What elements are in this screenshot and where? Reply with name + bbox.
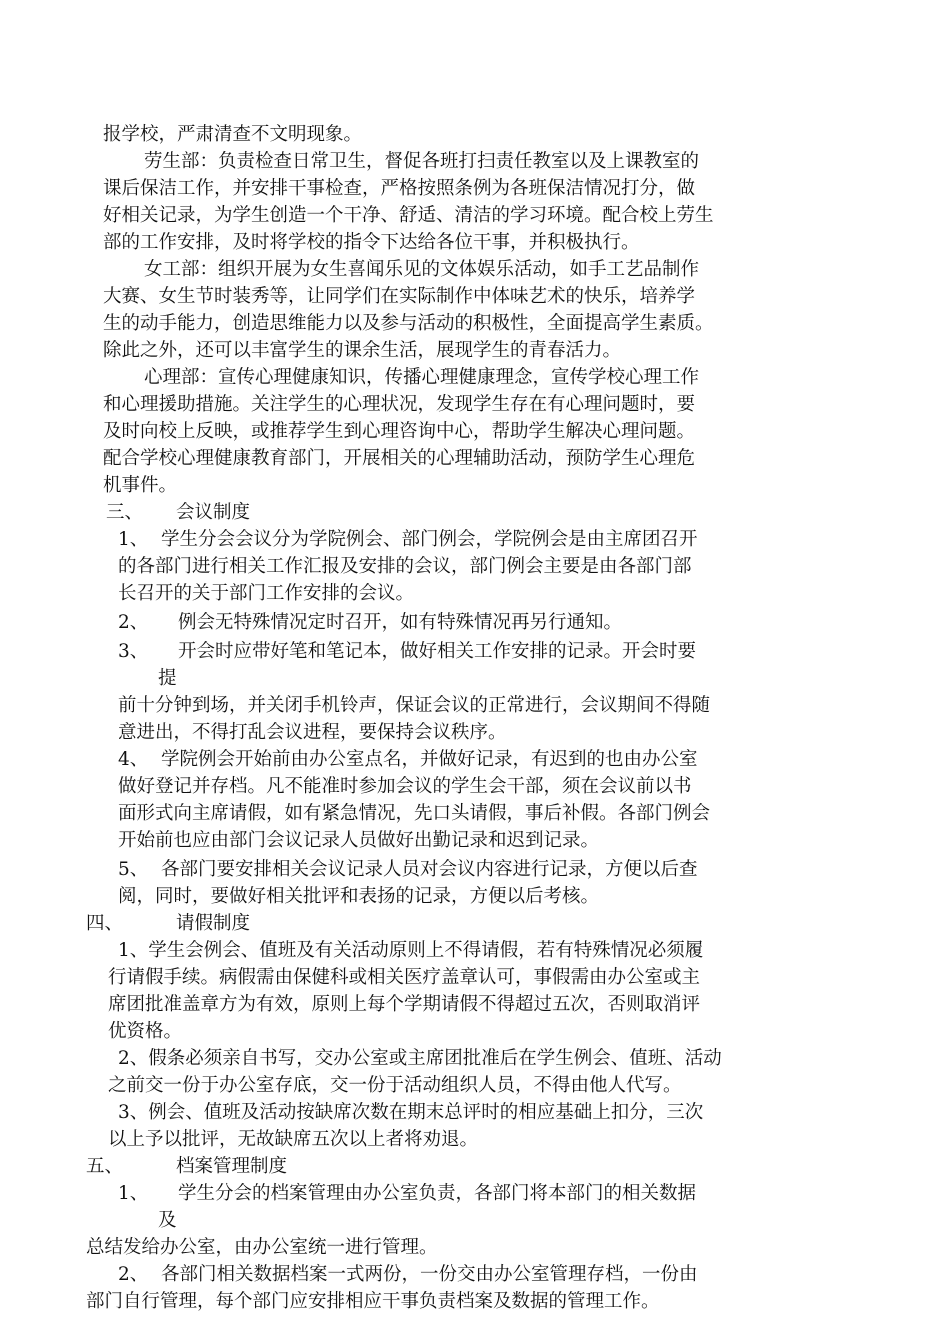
- text-line: 做好登记并存档。凡不能准时参加会议的学生会干部，须在会议前以书: [118, 776, 692, 797]
- text-line: 学院例会开始前由办公室点名，并做好记录，有迟到的也由办公室: [161, 749, 698, 770]
- text-line: 及时向校上反映，或推荐学生到心理咨询中心，帮助学生解决心理问题。: [103, 421, 696, 442]
- text-line: 及: [158, 1210, 177, 1231]
- item-number: 1、: [118, 1183, 149, 1204]
- text-line: 课后保洁工作，并安排干事检查，严格按照条例为各班保洁情况打分，做: [103, 178, 696, 199]
- text-line: 各部门相关数据档案一式两份，一份交由办公室管理存档，一份由: [161, 1264, 698, 1285]
- text-line: 2、假条必须亲自书写，交办公室或主席团批准后在学生例会、值班、活动: [118, 1048, 722, 1069]
- text-line: 女工部：组织开展为女生喜闻乐见的文体娱乐活动，如手工艺品制作: [144, 259, 700, 280]
- text-line: 前十分钟到场，并关闭手机铃声，保证会议的正常进行，会议期间不得随: [118, 695, 711, 716]
- text-line: 的各部门进行相关工作汇报及安排的会议，部门例会主要是由各部门部: [118, 556, 692, 577]
- text-line: 好相关记录，为学生创造一个干净、舒适、清洁的学习环境。配合校上劳生: [103, 205, 714, 226]
- section-heading: 会议制度: [176, 502, 251, 523]
- text-line: 例会无特殊情况定时召开，如有特殊情况再另行通知。: [178, 612, 623, 633]
- text-line: 机事件。: [103, 475, 178, 496]
- item-number: 2、: [118, 612, 149, 633]
- item-number: 2、: [118, 1264, 149, 1285]
- text-line: 席团批准盖章方为有效，原则上每个学期请假不得超过五次，否则取消评: [108, 994, 701, 1015]
- section-number: 四、: [86, 913, 124, 934]
- section-heading: 请假制度: [176, 913, 251, 934]
- text-line: 面形式向主席请假，如有紧急情况，先口头请假，事后补假。各部门例会: [118, 803, 711, 824]
- item-number: 3、: [118, 641, 149, 662]
- text-line: 1、学生会例会、值班及有关活动原则上不得请假，若有特殊情况必须履: [118, 940, 704, 961]
- text-line: 以上予以批评，无故缺席五次以上者将劝退。: [108, 1129, 479, 1150]
- text-line: 生的动手能力，创造思维能力以及参与活动的积极性，全面提高学生素质。: [103, 313, 714, 334]
- text-line: 心理部：宣传心理健康知识，传播心理健康理念，宣传学校心理工作: [144, 367, 700, 388]
- text-line: 报学校，严肃清查不文明现象。: [103, 124, 363, 145]
- text-line: 开会时应带好笔和笔记本，做好相关工作安排的记录。开会时要: [178, 641, 697, 662]
- text-line: 除此之外，还可以丰富学生的课余生活，展现学生的青春活力。: [103, 340, 622, 361]
- text-line: 行请假手续。病假需由保健科或相关医疗盖章认可，事假需由办公室或主: [108, 967, 701, 988]
- text-line: 长召开的关于部门工作安排的会议。: [118, 583, 415, 604]
- text-line: 学生分会的档案管理由办公室负责，各部门将本部门的相关数据: [178, 1183, 697, 1204]
- text-line: 意进出，不得打乱会议进程，要保持会议秩序。: [118, 722, 507, 743]
- item-number: 1、: [118, 529, 149, 550]
- text-line: 之前交一份于办公室存底，交一份于活动组织人员，不得由他人代写。: [108, 1075, 682, 1096]
- text-line: 各部门要安排相关会议记录人员对会议内容进行记录，方便以后查: [161, 859, 698, 880]
- text-line: 总结发给办公室，由办公室统一进行管理。: [86, 1237, 438, 1258]
- text-line: 优资格。: [108, 1021, 183, 1042]
- text-line: 大赛、女生节时装秀等，让同学们在实际制作中体味艺术的快乐，培养学: [103, 286, 696, 307]
- text-line: 开始前也应由部门会议记录人员做好出勤记录和迟到记录。: [118, 830, 600, 851]
- text-line: 部的工作安排，及时将学校的指令下达给各位干事，并积极执行。: [103, 232, 640, 253]
- section-number: 三、: [106, 502, 144, 523]
- text-line: 提: [158, 668, 177, 689]
- text-line: 阅，同时，要做好相关批评和表扬的记录，方便以后考核。: [118, 886, 600, 907]
- text-line: 3、例会、值班及活动按缺席次数在期末总评时的相应基础上扣分，三次: [118, 1102, 704, 1123]
- text-line: 配合学校心理健康教育部门，开展相关的心理辅助活动，预防学生心理危: [103, 448, 696, 469]
- text-line: 学生分会会议分为学院例会、部门例会，学院例会是由主席团召开: [161, 529, 698, 550]
- text-line: 部门自行管理，每个部门应安排相应干事负责档案及数据的管理工作。: [86, 1291, 660, 1312]
- section-heading: 档案管理制度: [176, 1156, 288, 1177]
- text-line: 劳生部：负责检查日常卫生，督促各班打扫责任教室以及上课教室的: [144, 151, 700, 172]
- text-line: 和心理援助措施。关注学生的心理状况，发现学生存在有心理问题时，要: [103, 394, 696, 415]
- item-number: 4、: [118, 749, 149, 770]
- item-number: 5、: [118, 859, 149, 880]
- section-number: 五、: [86, 1156, 124, 1177]
